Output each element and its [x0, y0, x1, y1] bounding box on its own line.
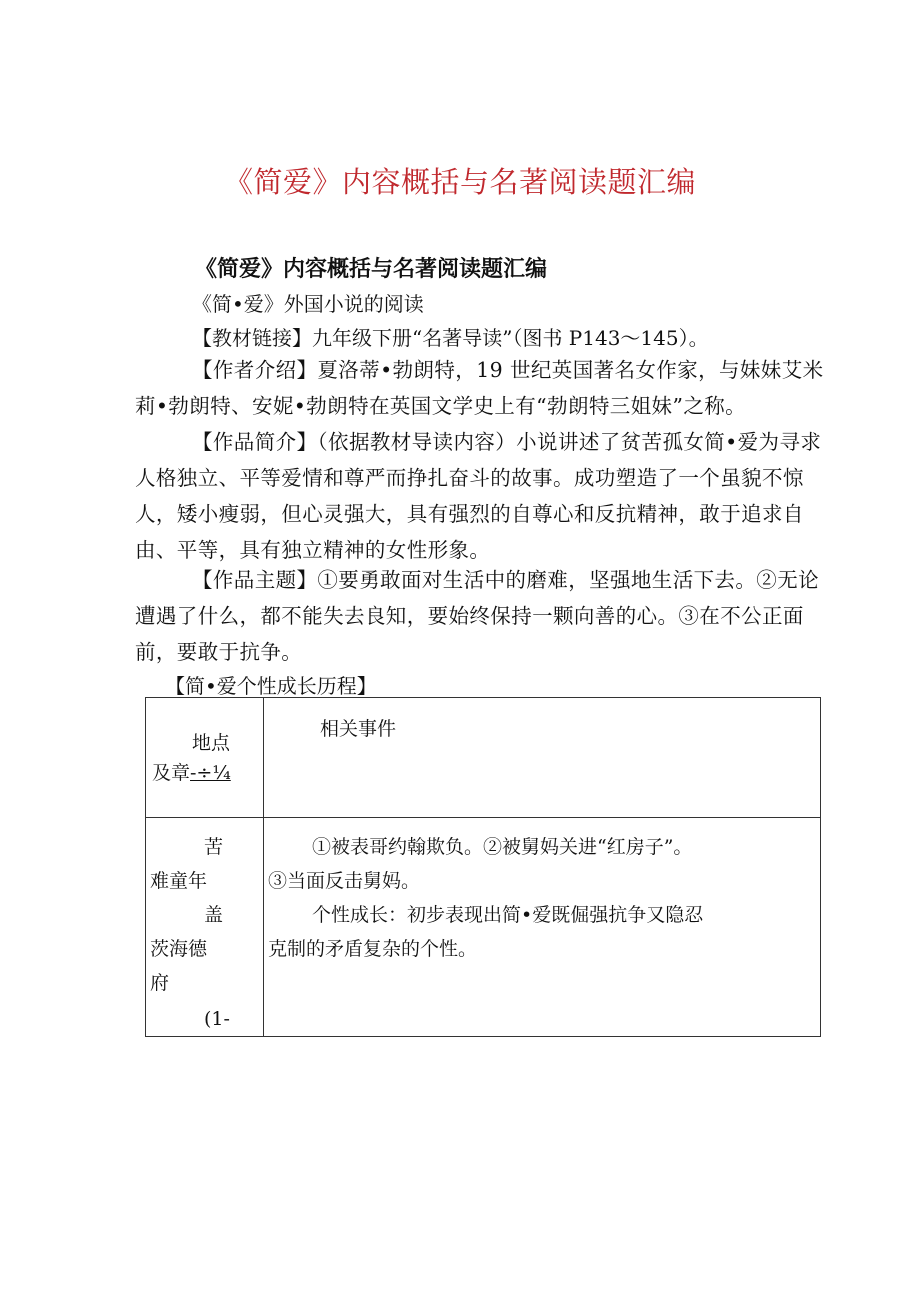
document-title: 《简爱》内容概括与名著阅读题汇编	[223, 165, 696, 199]
section-heading: 《简爱》内容概括与名著阅读题汇编	[195, 257, 548, 282]
textbook-link-line: 【教材链接】九年级下册“名著导读”（图书 P143～145）。	[192, 326, 709, 350]
header-chapter-label: 及章	[152, 762, 191, 784]
header-cell-events	[264, 698, 821, 818]
intro-line: 《简•爱》外国小说的阅读	[192, 292, 424, 316]
row-location-line-6: (1-	[204, 1008, 230, 1030]
work-intro-paragraph: 【作品简介】（依据教材导读内容）小说讲述了贫苦孤女简•爱为寻求人格独立、平等爱情和尊严而挣扎奋斗的故事。成功塑造了一个虽貌不惊人，矮小瘦弱，但心灵强大，具有强烈的自尊心和反抗精神，敢于追求自由、平等，具有独立精神的女性形象。	[135, 430, 822, 562]
header-chapter-garbled: -÷¼	[190, 762, 231, 784]
header-cell-location	[146, 698, 264, 818]
work-theme-paragraph: 【作品主题】①要勇敢面对生活中的磨难，坚强地生活下去。②无论遭遇了什么，都不能失去良知，要始终保持一颗向善的心。③在不公正面前，要敢于抗争。	[135, 568, 819, 664]
row-events-line-3: 个性成长：初步表现出简•爱既倔强抗争又隐忍	[312, 904, 704, 926]
header-location-label: 地点	[192, 732, 231, 754]
row-location-line-2: 难童年	[150, 870, 208, 892]
header-events-label: 相关事件	[320, 718, 397, 740]
author-paragraph: 【作者介绍】夏洛蒂•勃朗特，19 世纪英国著名女作家，与妹妹艾米莉•勃朗特、安妮•勃朗特在英国文学史上有“勃朗特三姐妹”之称。	[135, 358, 824, 418]
row-location-line-3: 盖	[204, 904, 224, 926]
row-events-line-4: 克制的矛盾复杂的个性。	[268, 938, 478, 960]
row-location-cell	[146, 818, 264, 1037]
row-events-line-1: ①被表哥约翰欺负。②被舅妈关进“红房子”。	[312, 836, 693, 858]
table-caption: 【简•爱个性成长历程】	[165, 674, 377, 698]
table-header-row	[146, 698, 821, 818]
row-events-line-2: ③当面反击舅妈。	[268, 870, 421, 892]
row-location-line-4: 茨海德	[150, 938, 208, 960]
table-row	[146, 818, 821, 1037]
row-location-line-5: 府	[150, 972, 170, 994]
row-location-line-1: 苦	[204, 836, 224, 858]
row-events-cell	[264, 818, 821, 1037]
growth-table	[145, 697, 821, 1037]
